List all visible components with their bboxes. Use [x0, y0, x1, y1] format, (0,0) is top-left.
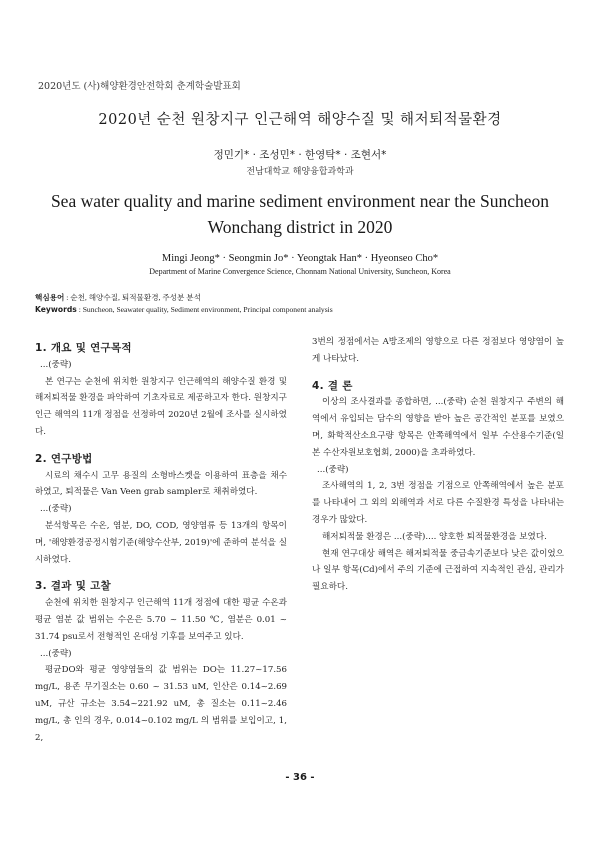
- title-english: [40, 188, 560, 240]
- keywords-korean: [35, 292, 565, 303]
- section-3-elision: ...(중략): [40, 648, 72, 659]
- section-3-paragraph-2: 평균DO와 평균 영양염들의 값 범위는 DO는 11.27~17.56 mg/L, 용존 무기질소는 0.60 ~ 31.53 uM, 인산은 0.14~2.69 uM, 규산 규소는 3.54~221.92 uM, 총 질소는 0.11~2.46 mg/L, 총 인의 경우, 0.014~0.102 mg/L 의 범위를 보입이고, 1, 2,: [35, 665, 287, 743]
- section-3-title: 3. 결과 및 고찰: [35, 580, 111, 593]
- section-4-paragraph-2: 조사해역의 1, 2, 3번 정점을 기점으로 안쪽해역에서 높은 분포를 나타내어 그 외의 외해역과 서로 다른 수질환경 특성을 나타내는 경우가 많았다.: [312, 481, 564, 525]
- title-english-line1: Sea water quality and marine sediment environment near the Suncheon: [50, 191, 550, 211]
- section-3-paragraph-1: 순천에 위치한 원창지구 인근해역 11개 정점에 대한 평균 수온과 평균 염분 값 범위는 수온은 5.70 ~ 11.50 ℃, 염분은 0.01 ~ 31.74 psu로서 전형적인 온대성 기후를 보여주고 있다.: [35, 598, 287, 642]
- section-4-paragraph-1: 이상의 조사결과를 종합하면, ...(중략) 순천 원창지구 주변의 해역에서 유입되는 담수의 영향을 받아 높은 공간적인 분포를 보였으며, 화학적산소요구량 항목은 안쪽해역에서 일부 수산용수기준(일본 수산자원보호협회, 2000)을 초과하였다.: [312, 397, 564, 458]
- keywords-english: [35, 305, 565, 314]
- section-2-title: 2. 연구방법: [35, 452, 93, 465]
- left-column: [35, 340, 287, 746]
- section-4-elision: ...(중략): [317, 464, 349, 475]
- keywords-korean-label: 핵심용어: [35, 293, 65, 302]
- section-2-paragraph-1: 시료의 채수시 고무 용질의 소형바스켓을 이용하여 표층을 채수하였고, 퇴적물은 Van Veen grab sampler로 채취하였다.: [35, 470, 287, 498]
- section-4-paragraph-4: 현재 연구대상 해역은 해저퇴적물 중금속기준보다 낮은 값이었으나 일부 항목(Cd)에서 주의 기준에 근접하여 지속적인 관심, 관리가 필요하다.: [312, 548, 564, 593]
- keywords-english-text: : Suncheon, Seawater quality, Sediment environment, Principal component analysis: [76, 305, 333, 314]
- affiliation-korean: 전남대학교 해양융합과학과: [246, 167, 354, 177]
- title-english-line2: Wonchang district in 2020: [207, 217, 393, 237]
- section-1-elision: ...(중략): [40, 359, 72, 370]
- section-1-paragraph: 본 연구는 순천에 위치한 원창지구 인근해역의 해양수질 환경 및 해저퇴적물 환경을 파악하여 기초자료로 제공하고자 한다. 원창지구 인근 해역의 11개 정점을 선정하여 2020년 2월에 조사를 실시하였다.: [35, 376, 287, 437]
- keywords-korean-text: : 순천, 해양수질, 퇴적물환경, 주성분 분석: [64, 293, 201, 302]
- page-number: - 36 -: [285, 772, 315, 783]
- title-korean: 2020년 순천 원창지구 인근해역 해양수질 및 해저퇴적물환경: [98, 112, 502, 128]
- affiliation-english: Department of Marine Convergence Science, Chonnam National University, Suncheon, Korea: [149, 267, 451, 276]
- section-3-continuation: 3번의 정점에서는 A방조제의 영향으로 다른 정점보다 영양염이 높게 나타났다.: [312, 337, 564, 364]
- section-4-paragraph-3: 해저퇴적물 환경은 ...(중략).... 양호한 퇴적물환경을 보였다.: [322, 531, 547, 542]
- right-column: [312, 334, 564, 596]
- section-2-paragraph-2: 분석항목은 수온, 염분, DO, COD, 영양염류 등 13개의 항목이며, '해양환경공정시험기준(해양수산부, 2019)'에 준하여 분석을 실시하였다.: [35, 520, 287, 565]
- section-1-title: 1. 개요 및 연구목적: [35, 342, 132, 354]
- authors-english: Mingi Jeong* · Seongmin Jo* · Yeongtak Han* · Hyeonseo Cho*: [161, 253, 439, 264]
- section-2-elision: ...(중략): [40, 504, 72, 515]
- section-4-title: 4. 결 론: [312, 379, 353, 392]
- authors-korean: 정민기* · 조성민* · 한영탁* · 조현서*: [213, 149, 387, 161]
- keywords-english-label: Keywords: [35, 305, 77, 314]
- conference-header: 2020년도 (사)해양환경안전학회 춘계학술발표회: [38, 81, 241, 92]
